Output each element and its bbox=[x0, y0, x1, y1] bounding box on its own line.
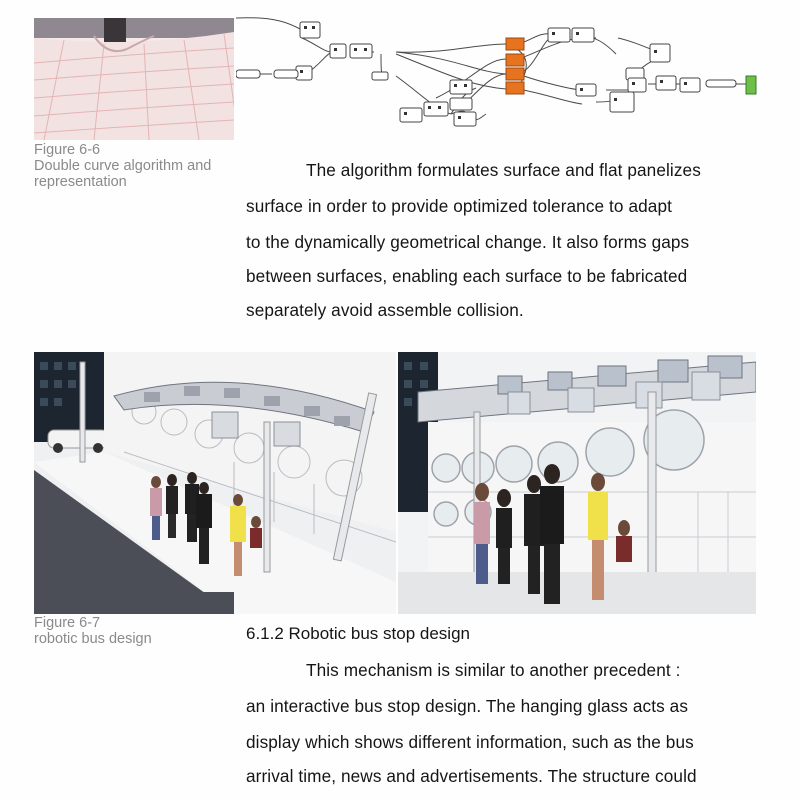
figure-6-7-number: Figure 6-7 bbox=[34, 615, 101, 631]
paragraph-1-line-5: separately avoid assemble collision. bbox=[246, 300, 524, 320]
bus-stop-render-left bbox=[34, 352, 396, 614]
figure-6-6-caption bbox=[34, 142, 244, 190]
surface-render-image bbox=[34, 18, 234, 140]
figure-6-7-caption bbox=[34, 615, 244, 647]
figure-6-6-caption-line-1: Double curve algorithm and bbox=[34, 158, 212, 174]
algorithm-node-graph bbox=[236, 14, 760, 132]
figure-6-7-caption-text: robotic bus design bbox=[34, 631, 152, 647]
paragraph-1-line-1: The algorithm formulates surface and flat panelizes bbox=[306, 160, 701, 180]
paragraph-2-line-4: arrival time, news and advertisements. The structure could bbox=[246, 766, 697, 786]
paragraph-1-line-3: to the dynamically geometrical change. It also forms gaps bbox=[246, 232, 690, 252]
paragraph-2-line-3: display which shows different information, such as the bus bbox=[246, 732, 694, 752]
paragraph-1-line-4: between surfaces, enabling each surface to be fabricated bbox=[246, 266, 688, 286]
figure-6-6-caption-line-2: representation bbox=[34, 174, 127, 190]
section-heading: 6.1.2 Robotic bus stop design bbox=[246, 624, 470, 643]
paragraph-1-line-2: surface in order to provide optimized tolerance to adapt bbox=[246, 196, 672, 216]
figure-6-6-number: Figure 6-6 bbox=[34, 142, 101, 158]
paragraph-2-line-2: an interactive bus stop design. The hanging glass acts as bbox=[246, 696, 689, 716]
bus-stop-render-right bbox=[398, 352, 756, 614]
paragraph-2-line-1: This mechanism is similar to another precedent : bbox=[306, 660, 681, 680]
